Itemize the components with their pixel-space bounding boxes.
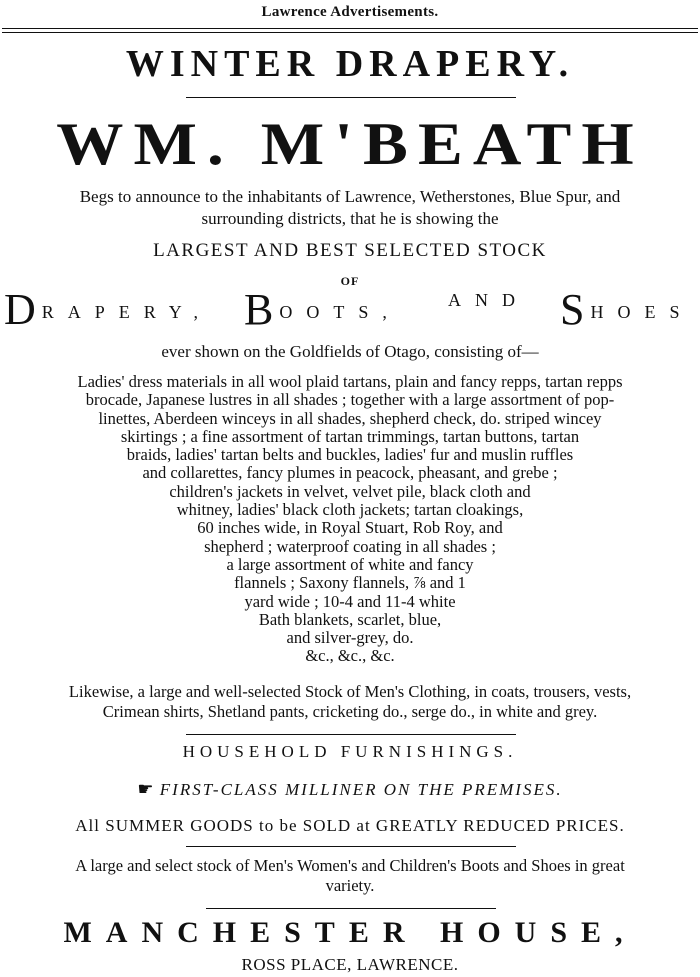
goods-line: yard wide ; 10-4 and 11-4 white [244, 591, 456, 611]
goods-line: skirtings ; a fine assortment of tartan trimmings, tartan buttons, tartan [120, 426, 580, 446]
boots-line: A large and select stock of Men's Women's and Children's Boots and Shoes in great [75, 856, 625, 875]
manchester-house: MANCHESTER HOUSE, [63, 916, 637, 949]
goods-line: linettes, Aberdeen winceys in all shades, shepherd check, do. striped wincey [98, 408, 602, 428]
header-rule-bottom [2, 32, 698, 33]
boots-line: variety. [325, 876, 375, 895]
goods-line: &c., &c., &c. [305, 646, 395, 666]
stock-heading: LARGEST AND BEST SELECTED STOCK [153, 240, 547, 261]
merchant-name: WM. M'BEATH [56, 111, 644, 177]
address-line: ROSS PLACE, LAWRENCE. [241, 955, 459, 974]
goods-line: flannels ; Saxony flannels, ⅞ and 1 [234, 573, 466, 593]
household-rule [186, 734, 516, 735]
mens-clothing-text [0, 682, 700, 722]
clothing-line: Crimean shirts, Shetland pants, cricketing do., serge do., in white and grey. [102, 702, 598, 721]
boots-rule [186, 846, 516, 847]
goods-line: shepherd ; waterproof coating in all shades ; [204, 536, 496, 556]
goods-list [0, 373, 700, 666]
drapery-word: DRAPERY, [4, 285, 212, 334]
manchester-rule [206, 908, 496, 909]
intro-line: Begs to announce to the inhabitants of Lawrence, Wetherstones, Blue Spur, and [79, 187, 621, 206]
pointing-hand-icon: ☛ [137, 779, 154, 799]
of-line: OF [340, 274, 360, 288]
and-word: AND [448, 290, 529, 310]
intro-text [10, 186, 690, 230]
title-rule [186, 97, 516, 98]
goods-line: Bath blankets, scarlet, blue, [258, 609, 442, 629]
household-furnishings: HOUSEHOLD FURNISHINGS. [182, 742, 518, 761]
running-header: Lawrence Advertisements. [261, 4, 439, 20]
goods-line: braids, ladies' tartan belts and buckles, ladies' fur and muslin ruffles [126, 445, 574, 465]
goods-line: brocade, Japanese lustres in all shades ; together with a large assortment of pop- [85, 390, 615, 410]
drapery-boots-shoes-line [0, 285, 700, 338]
milliner-text: FIRST-CLASS MILLINER ON THE PREMISES. [159, 780, 563, 799]
shoes-word: SHOES [560, 285, 694, 334]
goods-line: Ladies' dress materials in all wool plaid tartans, plain and fancy repps, tartan repps [77, 372, 623, 391]
intro-line: surrounding districts, that he is showing the [201, 209, 499, 228]
summer-sale-notice: All SUMMER GOODS to be SOLD at GREATLY REDUCED PRICES. [75, 816, 625, 835]
header-rule-top [2, 28, 698, 29]
goods-line: 60 inches wide, in Royal Stuart, Rob Roy, and [197, 518, 503, 538]
clothing-line: Likewise, a large and well-selected Stock of Men's Clothing, in coats, trousers, vests, [68, 682, 632, 701]
boots-notice [4, 856, 696, 896]
goods-line: whitney, ladies' black cloth jackets; tartan cloakings, [176, 500, 524, 520]
goods-line: a large assortment of white and fancy [226, 554, 474, 574]
goods-line: and collarettes, fancy plumes in peacock, pheasant, and grebe ; [142, 463, 558, 483]
boots-word: BOOTS, [244, 285, 401, 334]
ad-title: WINTER DRAPERY. [125, 43, 575, 85]
goods-line: and silver-grey, do. [286, 628, 414, 648]
goods-line: children's jackets in velvet, velvet pile, black cloth and [169, 481, 531, 501]
milliner-notice [0, 779, 700, 800]
goldfields-line: ever shown on the Goldfields of Otago, consisting of— [161, 342, 539, 361]
